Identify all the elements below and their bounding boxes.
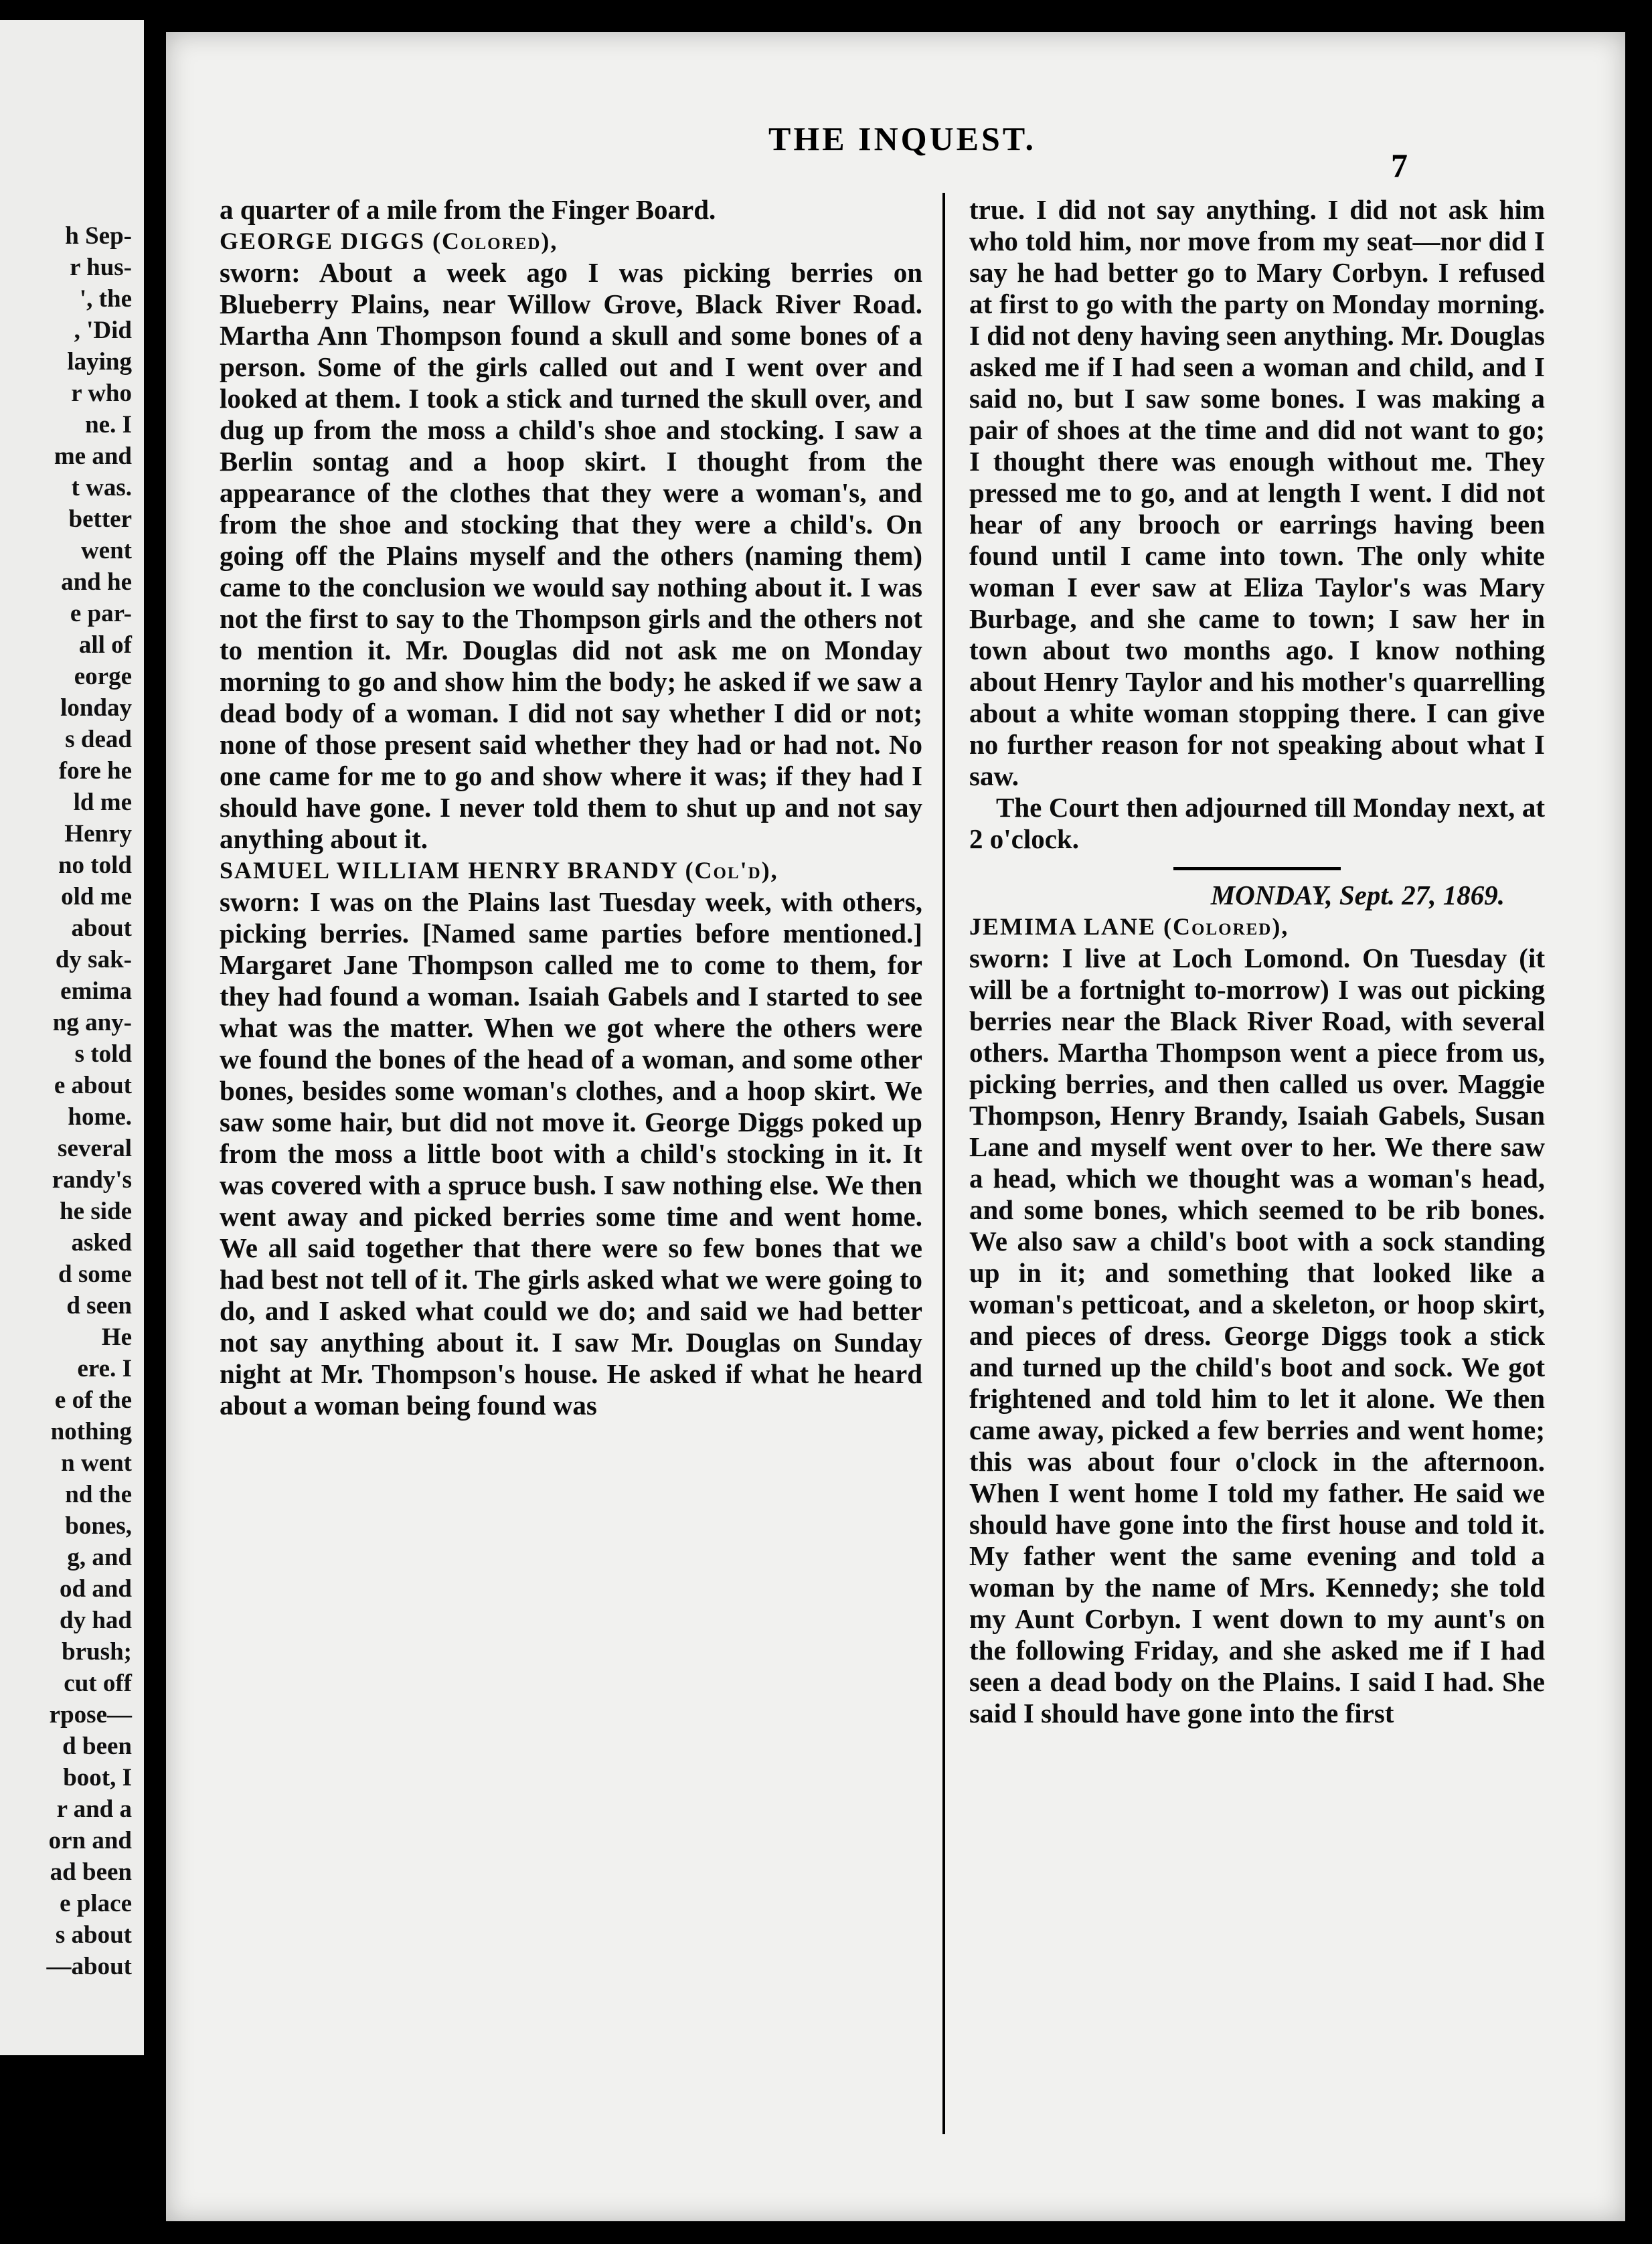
facing-page-line: dy had xyxy=(60,1607,132,1634)
witness-heading: GEORGE DIGGS (Colored), xyxy=(220,228,558,254)
facing-page-line: s told xyxy=(74,1040,132,1068)
facing-page-line: fore he xyxy=(58,757,132,785)
facing-page-line: better xyxy=(68,505,132,533)
facing-page-line: r hus- xyxy=(70,254,132,281)
facing-page-line: od and xyxy=(60,1575,132,1603)
facing-page-line: e about xyxy=(54,1072,132,1099)
facing-page-line: home. xyxy=(68,1103,132,1131)
facing-page-line: h Sep- xyxy=(65,222,132,250)
facing-page-line: about xyxy=(71,914,132,942)
facing-page-line: r and a xyxy=(56,1795,132,1823)
facing-page-line: asked xyxy=(71,1229,132,1257)
facing-page-line: e par- xyxy=(70,600,132,627)
facing-page-line: ld me xyxy=(73,789,132,816)
facing-page-line: dy sak- xyxy=(55,946,132,973)
facing-page-line: boot, I xyxy=(63,1764,132,1791)
paragraph: sworn: About a week ago I was picking berries on Blueberry Plains, near Willow Grove, Black River Road. Martha Ann Thompson found a skull and some bones of a person. Some of the girls called out and I went over and looked at them. I took a stick and turned the skull over, and dug up from the moss a child's shoe and stocking. I saw a Berlin sontag and a hoop skirt. I thought from the appearance of the clothes that they were a woman's, and from the shoe and stocking that they were a child's. On going off the Plains myself and the others (naming them) came to the conclusion we would say nothing about it. I was not the first to say to the Thompson girls and the others not to mention it. Mr. Douglas did not ask me on Monday morning to go and show him the body; he asked if we saw a dead body of a woman. I did not say whether I did or not; none of those present said whether they had or had not. No one came for me to go and show where it was; if they had I should have gone. I never told them to shut up and not say anything about it. xyxy=(220,257,922,854)
facing-page-line: t was. xyxy=(71,474,132,501)
facing-page-line: ', the xyxy=(79,285,132,313)
facing-page-line: me and xyxy=(54,443,132,470)
facing-page-line: r who xyxy=(71,380,132,407)
facing-page-line: s dead xyxy=(65,726,132,753)
facing-page-line: all of xyxy=(78,631,132,659)
facing-page-line: He xyxy=(101,1324,132,1351)
facing-page-line: brush; xyxy=(62,1638,132,1666)
dateline: MONDAY, Sept. 27, 1869. xyxy=(1210,880,1505,910)
paragraph: The Court then adjourned till Monday next, at 2 o'clock. xyxy=(969,792,1545,854)
facing-page-line: n went xyxy=(61,1449,132,1477)
facing-page-line: s about xyxy=(55,1921,132,1949)
facing-page-line: laying xyxy=(67,348,132,376)
facing-page-line: emima xyxy=(60,977,132,1005)
facing-page-line: ad been xyxy=(50,1858,132,1886)
facing-page-line: d some xyxy=(58,1261,132,1288)
facing-page-line: eorge xyxy=(74,663,132,690)
witness-heading: JEMIMA LANE (Colored), xyxy=(969,913,1289,940)
facing-page-line: d been xyxy=(62,1733,132,1760)
witness-heading: SAMUEL WILLIAM HENRY BRANDY (Col'd), xyxy=(220,857,778,884)
paragraph: a quarter of a mile from the Finger Board. xyxy=(220,194,716,225)
right-column xyxy=(969,194,1545,1729)
facing-page-line: Henry xyxy=(64,820,132,848)
facing-page-line: londay xyxy=(60,694,132,722)
running-head: THE INQUEST. xyxy=(768,120,1036,157)
facing-page-line: e place xyxy=(60,1890,132,1917)
paragraph: true. I did not say anything. I did not ask him who told him, nor move from my seat—nor did I say he had better go to Mary Corbyn. I refused at first to go with the party on Monday morning. I did not deny having seen anything. Mr. Douglas asked me if I had seen a woman and child, and I said no, but I saw some bones. I was making a pair of shoes at the time and did not want to go; I thought there was enough without me. They pressed me to go, and at length I went. I did not hear of any brooch or earrings having been found until I came into town. The only white woman I ever saw at Eliza Taylor's was Mary Burbage, and she came to town; I saw her in town about two months ago. I know nothing about Henry Taylor and his mother's quarrelling about a white woman stopping there. I can give no further reason for not speaking about what I saw. xyxy=(969,194,1545,791)
facing-page-line: —about xyxy=(46,1953,132,1980)
paragraph: sworn: I live at Loch Lomond. On Tuesday (it will be a fortnight to-morrow) I was out picking berries near the Black River Road, with several others. Martha Thompson went a piece from us, picking berries, and then called us over. Maggie Thompson, Henry Brandy, Isaiah Gabels, Susan Lane and myself went over to her. We there saw a head, which we thought was a woman's head, and some bones, which seemed to be rib bones. We also saw a child's boot with a sock standing up in it; and something that looked like a woman's petticoat, and a skeleton, or hoop skirt, and pieces of dress. George Diggs took a stick and turned up the child's boot and sock. We got frightened and told him to let it alone. We then came away, picked a few berries and went home; this was about four o'clock in the afternoon. When I went home I told my father. He said we should have gone into the first house and told it. My father went the same evening and told a woman by the name of Mrs. Kennedy; she told my Aunt Corbyn. I went down to my aunt's on the following Friday, and she asked me if I had seen a dead body on the Plains. I said I had. She said I should have gone into the first xyxy=(969,943,1545,1729)
facing-page-line: ne. I xyxy=(85,411,132,438)
facing-page-line: d seen xyxy=(66,1292,132,1319)
page-number: 7 xyxy=(1391,147,1408,184)
facing-page-line: ere. I xyxy=(77,1355,132,1382)
section-rule xyxy=(1173,867,1341,870)
facing-page-line: , 'Did xyxy=(74,317,132,344)
facing-page-line: nothing xyxy=(50,1418,132,1445)
facing-page-line: g, and xyxy=(67,1544,132,1571)
facing-page-line: orn and xyxy=(48,1827,132,1854)
facing-page-line: randy's xyxy=(52,1166,132,1194)
book-page xyxy=(166,32,1625,2221)
facing-page-line: e of the xyxy=(54,1386,132,1414)
column-divider xyxy=(942,193,945,2134)
facing-page-line: ng any- xyxy=(52,1009,132,1036)
facing-page-line: rpose— xyxy=(49,1701,132,1729)
facing-page-line: he side xyxy=(60,1198,132,1225)
facing-page-line: no told xyxy=(58,852,132,879)
facing-page-line: nd the xyxy=(65,1481,132,1508)
facing-page-line: old me xyxy=(61,883,132,910)
facing-page-line: bones, xyxy=(65,1512,132,1540)
facing-page-fragment xyxy=(0,20,144,2055)
left-column xyxy=(220,194,922,1421)
paragraph: sworn: I was on the Plains last Tuesday week, with others, picking berries. [Named same parties before mentioned.] Margaret Jane Thompson called me to come to them, for they had found a woman. Isaiah Gabels and I started to see what was the matter. When we got where the others were we found the bones of the head of a woman, and some other bones, besides some woman's clothes, and a hoop skirt. We saw some hair, but did not move it. George Diggs poked up from the moss a little boot with a child's stocking in it. It was covered with a spruce bush. I saw nothing else. We then went away and picked berries some time and went home. We all said together that there were so few bones that we had best not tell of it. The girls asked what we were going to do, and I asked what could we do; and said we had better not say anything about it. I saw Mr. Douglas on Sunday night at Mr. Thompson's house. He asked if what he heard about a woman being found was xyxy=(220,886,922,1421)
facing-page-line: several xyxy=(58,1135,132,1162)
facing-page-line: went xyxy=(80,537,132,564)
facing-page-line: cut off xyxy=(64,1670,132,1697)
facing-page-line: and he xyxy=(61,568,132,596)
